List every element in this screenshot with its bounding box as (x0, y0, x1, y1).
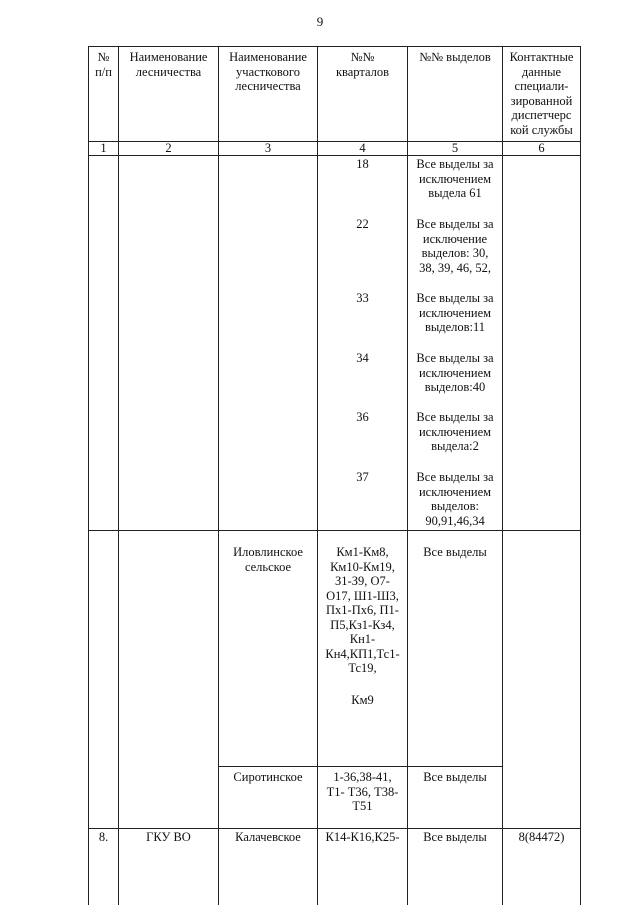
vydel-exception: Все выделы за исключением выделов:11 (416, 291, 494, 334)
col-number: 2 (165, 141, 172, 155)
quarter-extra: Км9 (351, 693, 374, 707)
vydels-all: Все выделы (423, 830, 487, 844)
col-number: 3 (264, 141, 272, 155)
quarter-number: 37 (356, 470, 369, 484)
col-number: 1 (100, 141, 107, 155)
row-number: 8. (98, 830, 109, 844)
grid-line (118, 46, 119, 905)
quarter-list: Км1-Км8, Км10-Км19, З1-З9, О7- О17, Ш1-Ш3, Пх1-Пх6, П1- П5,Кз1-Кз4, Кн1- Кн4,КП1,Тс1- Тс19, (325, 545, 400, 675)
col-number: 5 (451, 141, 459, 155)
quarter-number: 33 (356, 291, 369, 305)
district-forestry-name: Калачевское (235, 830, 301, 844)
quarter-number: 34 (356, 351, 369, 365)
quarter-list: 1-36,38-41, Т1- Т36, Т38- Т51 (326, 770, 399, 813)
quarter-number: 22 (356, 217, 369, 231)
forestry-name: ГКУ ВО (146, 830, 191, 844)
vydel-exception: Все выделы за исключением выделов: 90,91,46,34 (416, 470, 494, 528)
district-forestry-name: Сиротинское (233, 770, 303, 784)
col-number: 4 (359, 141, 366, 155)
grid-line (88, 46, 89, 905)
grid-line (88, 828, 581, 829)
page-number: 9 (316, 14, 324, 29)
header-forestry: Наименование лесничества (129, 50, 208, 79)
header-quarters: №№ кварталов (335, 50, 390, 79)
vydel-exception: Все выделы за исключением выдела 61 (416, 157, 494, 200)
quarter-list: К14-К16,К25- (325, 830, 400, 844)
contact-phone: 8(84472) (518, 830, 565, 844)
grid-line (218, 766, 503, 767)
quarter-number: 36 (356, 410, 369, 424)
header-contacts: Контактные данные специали- зированной диспетчерс кой службы (509, 50, 574, 137)
grid-line (502, 46, 503, 905)
header-district-forestry: Наименование участкового лесничества (229, 50, 307, 93)
district-forestry-name: Иловлинское сельское (233, 545, 303, 574)
vydels-all: Все выделы (423, 770, 487, 784)
vydel-exception: Все выделы за исключением выделов:40 (416, 351, 494, 394)
quarter-number: 18 (356, 157, 369, 171)
vydel-exception: Все выделы за исключением выдела:2 (416, 410, 494, 453)
header-num: № п/п (95, 50, 112, 79)
vydels-all: Все выделы (423, 545, 487, 559)
header-vydels: №№ выделов (419, 50, 491, 64)
grid-line (88, 530, 581, 531)
grid-line (580, 46, 581, 905)
grid-line (88, 46, 581, 47)
col-number: 6 (538, 141, 545, 155)
vydel-exception: Все выделы за исключение выделов: 30, 38, 39, 46, 52, (416, 217, 494, 275)
